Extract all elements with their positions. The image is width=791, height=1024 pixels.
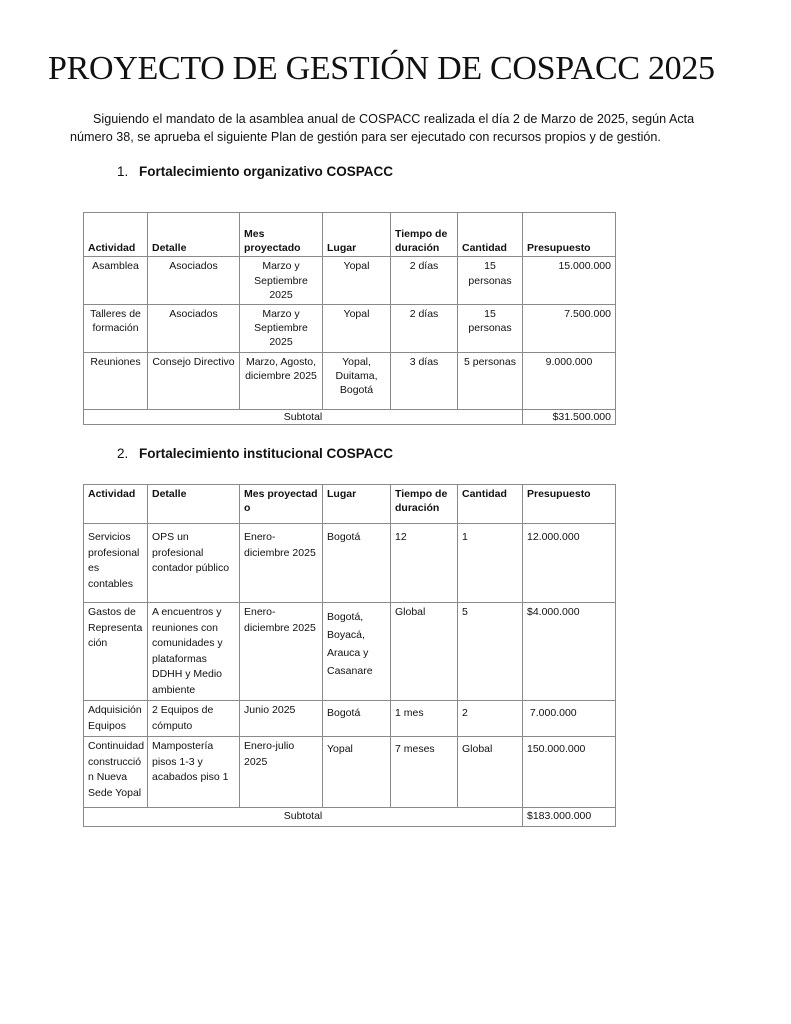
cell: Yopal [323, 257, 391, 305]
cell: Enero-julio 2025 [240, 737, 323, 808]
table-institucional [83, 484, 616, 827]
cell: Junio 2025 [240, 701, 323, 737]
cell: 1 [458, 524, 523, 603]
cell: Enero- diciembre 2025 [240, 603, 323, 701]
header-cell: Actividad [84, 213, 148, 257]
header-cell: Mes proyectad o [240, 485, 323, 524]
header-cell: Lugar [323, 485, 391, 524]
cell: Bogotá [323, 524, 391, 603]
table-row [84, 603, 616, 701]
cell: Bogotá, Boyacá, Arauca y Casanare [323, 603, 391, 701]
cell: Reuniones [84, 352, 148, 409]
table-row [84, 305, 616, 353]
table-row [84, 737, 616, 808]
cell: Asamblea [84, 257, 148, 305]
cell: Consejo Directivo [148, 352, 240, 409]
cell: 1 mes [391, 701, 458, 737]
subtotal-row [84, 808, 616, 827]
cell: Asociados [148, 257, 240, 305]
cell: 7 meses [391, 737, 458, 808]
cell: 150.000.000 [523, 737, 616, 808]
table-header-row [84, 213, 616, 257]
header-cell: Detalle [148, 485, 240, 524]
cell: 15 personas [458, 257, 523, 305]
section-1-title: Fortalecimiento organizativo COSPACC [139, 164, 394, 179]
cell: 2 días [391, 305, 458, 353]
cell: Continuidad construcció n Nueva Sede Yopal [84, 737, 148, 808]
header-cell: Detalle [148, 213, 240, 257]
table-row [84, 257, 616, 305]
header-cell: Mes proyectado [240, 213, 323, 257]
section-1-number: 1. [117, 164, 129, 179]
subtotal-label: Subtotal [84, 808, 523, 827]
header-cell: Presupuesto [523, 213, 616, 257]
cell: 7.500.000 [523, 305, 616, 353]
section-2-number: 2. [117, 446, 129, 461]
header-cell: Lugar [323, 213, 391, 257]
section-2-title: Fortalecimiento institucional COSPACC [139, 446, 394, 461]
cell: Marzo y Septiembre 2025 [240, 257, 323, 305]
cell: Marzo y Septiembre 2025 [240, 305, 323, 353]
cell: 3 días [391, 352, 458, 409]
cell: $4.000.000 [523, 603, 616, 701]
cell: Global [391, 603, 458, 701]
cell: 9.000.000 [523, 352, 616, 409]
header-cell: Cantidad [458, 213, 523, 257]
cell: Enero- diciembre 2025 [240, 524, 323, 603]
table-header-row [84, 485, 616, 524]
cell: 15 personas [458, 305, 523, 353]
cell: Yopal, Duitama, Bogotá [323, 352, 391, 409]
header-cell: Tiempo de duración [391, 485, 458, 524]
header-cell: Actividad [84, 485, 148, 524]
cell: 12 [391, 524, 458, 603]
cell: Global [458, 737, 523, 808]
subtotal-row [84, 409, 616, 424]
page-title: PROYECTO DE GESTIÓN DE COSPACC 2025 [48, 50, 715, 87]
intro-line-2: número 38, se aprueba el siguiente Plan de gestión para ser ejecutado con recursos propios y de gestión. [70, 130, 661, 144]
section-2-heading [117, 446, 393, 461]
cell: Yopal [323, 305, 391, 353]
table-row [84, 352, 616, 409]
subtotal-label: Subtotal [84, 409, 523, 424]
cell: 5 [458, 603, 523, 701]
table-row [84, 701, 616, 737]
intro-line-1: Siguiendo el mandato de la asamblea anual de COSPACC realizada el día 2 de Marzo de 2025, según Acta [93, 112, 695, 126]
table-row [84, 524, 616, 603]
subtotal-value: $31.500.000 [523, 409, 616, 424]
cell: Yopal [323, 737, 391, 808]
cell: Mampostería pisos 1-3 y acabados piso 1 [148, 737, 240, 808]
table-organizativo [83, 212, 616, 425]
cell: 15.000.000 [523, 257, 616, 305]
cell: OPS un profesional contador público [148, 524, 240, 603]
cell: 2 [458, 701, 523, 737]
cell: Bogotá [323, 701, 391, 737]
cell: 12.000.000 [523, 524, 616, 603]
cell: 2 Equipos de cómputo [148, 701, 240, 737]
section-1-heading [117, 164, 393, 179]
cell: 5 personas [458, 352, 523, 409]
header-cell: Cantidad [458, 485, 523, 524]
header-cell: Tiempo de duración [391, 213, 458, 257]
subtotal-value: $183.000.000 [523, 808, 616, 827]
cell: Talleres de formación [84, 305, 148, 353]
cell: A encuentros y reuniones con comunidades y plataformas DDHH y Medio ambiente [148, 603, 240, 701]
cell: Servicios profesional es contables [84, 524, 148, 603]
cell: 2 días [391, 257, 458, 305]
cell: 7.000.000 [523, 701, 616, 737]
cell: Asociados [148, 305, 240, 353]
cell: Marzo, Agosto, diciembre 2025 [240, 352, 323, 409]
cell: Gastos de Representa ción [84, 603, 148, 701]
header-cell: Presupuesto [523, 485, 616, 524]
intro-paragraph [70, 110, 730, 146]
cell: Adquisición Equipos [84, 701, 148, 737]
